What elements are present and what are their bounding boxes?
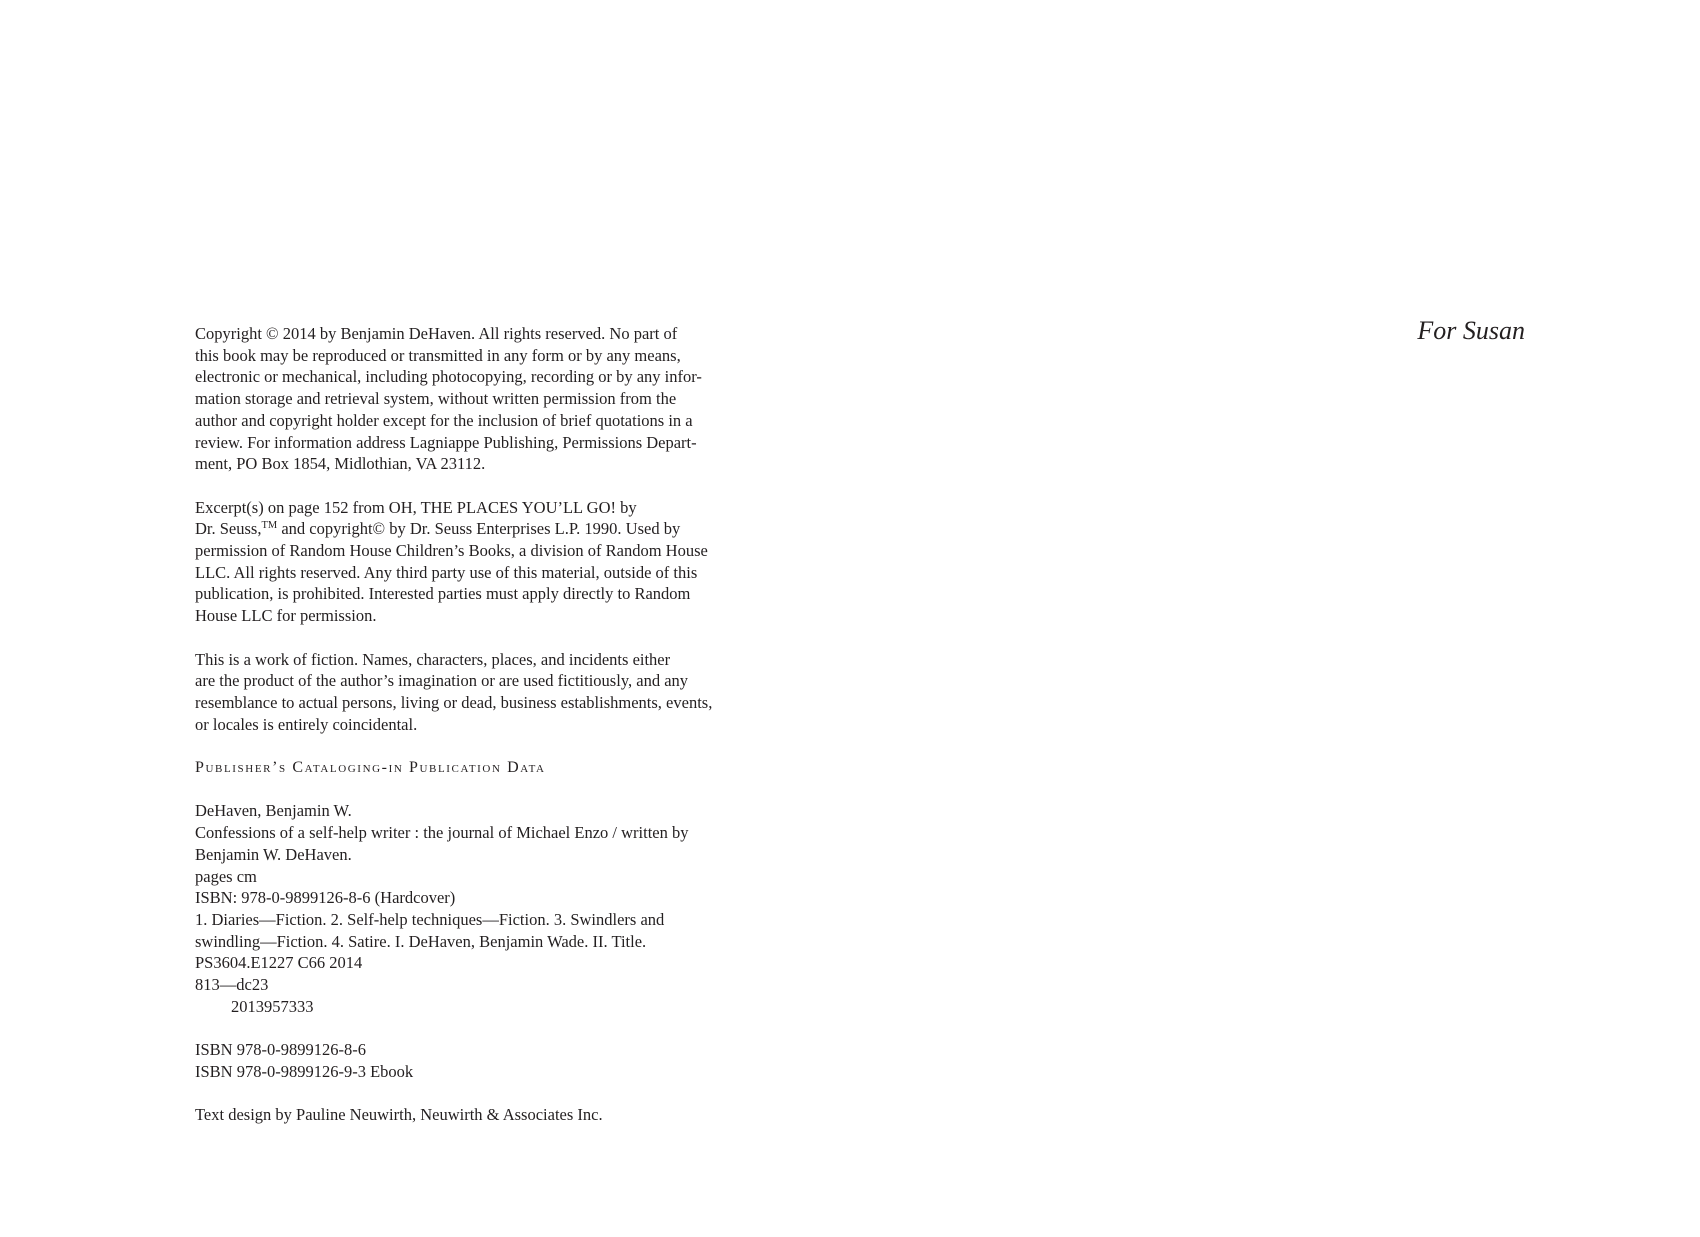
excerpt-line: House LLC for permission. xyxy=(195,606,377,626)
disclaimer-line: are the product of the author’s imagination or are used fictitiously, and any xyxy=(195,671,689,691)
disclaimer-line: resemblance to actual persons, living or dead, business establishments, events, xyxy=(195,692,713,712)
excerpt-text: Dr. Seuss, xyxy=(195,519,262,539)
cataloging-entry: Benjamin W. DeHaven. xyxy=(195,844,352,864)
cataloging-entry: swindling—Fiction. 4. Satire. I. DeHaven, Benjamin Wade. II. Title. xyxy=(195,931,647,951)
cataloging-entry: ISBN: 978-0-9899126-8-6 (Hardcover) xyxy=(195,888,456,908)
lccn-number: 2013957333 xyxy=(231,996,314,1016)
cataloging-entry: PS3604.E1227 C66 2014 xyxy=(195,953,363,973)
copyright-page xyxy=(195,323,755,1126)
isbn-line: ISBN 978-0-9899126-9-3 Ebook xyxy=(195,1061,414,1081)
design-credit: Text design by Pauline Neuwirth, Neuwirth & Associates Inc. xyxy=(195,1105,603,1125)
cataloging-heading: Publisher’s Cataloging-in Publication Data xyxy=(195,759,546,777)
cataloging-entry: 1. Diaries—Fiction. 2. Self-help techniques—Fiction. 3. Swindlers and xyxy=(195,909,665,929)
excerpt-line-trademark xyxy=(195,518,755,540)
copyright-paragraph xyxy=(195,323,755,475)
dedication-page xyxy=(1300,315,1525,347)
fiction-disclaimer-paragraph xyxy=(195,649,755,736)
disclaimer-line: or locales is entirely coincidental. xyxy=(195,714,418,734)
excerpt-permission-paragraph xyxy=(195,497,755,627)
copyright-line: review. For information address Lagniappe Publishing, Permissions Depart- xyxy=(195,432,697,452)
disclaimer-line: This is a work of fiction. Names, characters, places, and incidents either xyxy=(195,649,671,669)
copyright-line: this book may be reproduced or transmitted in any form or by any means, xyxy=(195,345,681,365)
excerpt-line: permission of Random House Children’s Books, a division of Random House xyxy=(195,541,708,561)
cataloging-entry: Confessions of a self-help writer : the journal of Michael Enzo / written by xyxy=(195,823,689,843)
copyright-line: author and copyright holder except for the inclusion of brief quotations in a xyxy=(195,410,693,430)
copyright-line: Copyright © 2014 by Benjamin DeHaven. All rights reserved. No part of xyxy=(195,324,678,343)
excerpt-line: Excerpt(s) on page 152 from OH, THE PLACES YOU’LL GO! by xyxy=(195,497,637,517)
trademark-superscript: TM xyxy=(261,520,278,532)
copyright-line: mation storage and retrieval system, without written permission from the xyxy=(195,389,677,409)
dedication-text: For Susan xyxy=(1417,316,1525,345)
excerpt-text: and copyright© by Dr. Seuss Enterprises L.P. 1990. Used by xyxy=(277,519,681,539)
cataloging-data xyxy=(195,800,755,1017)
copyright-line: electronic or mechanical, including photocopying, recording or by any infor- xyxy=(195,367,702,387)
cataloging-entry: pages cm xyxy=(195,866,257,886)
cataloging-entry: 813—dc23 xyxy=(195,975,269,995)
isbn-block xyxy=(195,1039,755,1082)
isbn-line: ISBN 978-0-9899126-8-6 xyxy=(195,1040,366,1060)
excerpt-line: LLC. All rights reserved. Any third party use of this material, outside of this xyxy=(195,562,698,582)
cataloging-entry: DeHaven, Benjamin W. xyxy=(195,801,352,821)
copyright-line: ment, PO Box 1854, Midlothian, VA 23112. xyxy=(195,454,486,474)
excerpt-line: publication, is prohibited. Interested parties must apply directly to Random xyxy=(195,584,691,604)
